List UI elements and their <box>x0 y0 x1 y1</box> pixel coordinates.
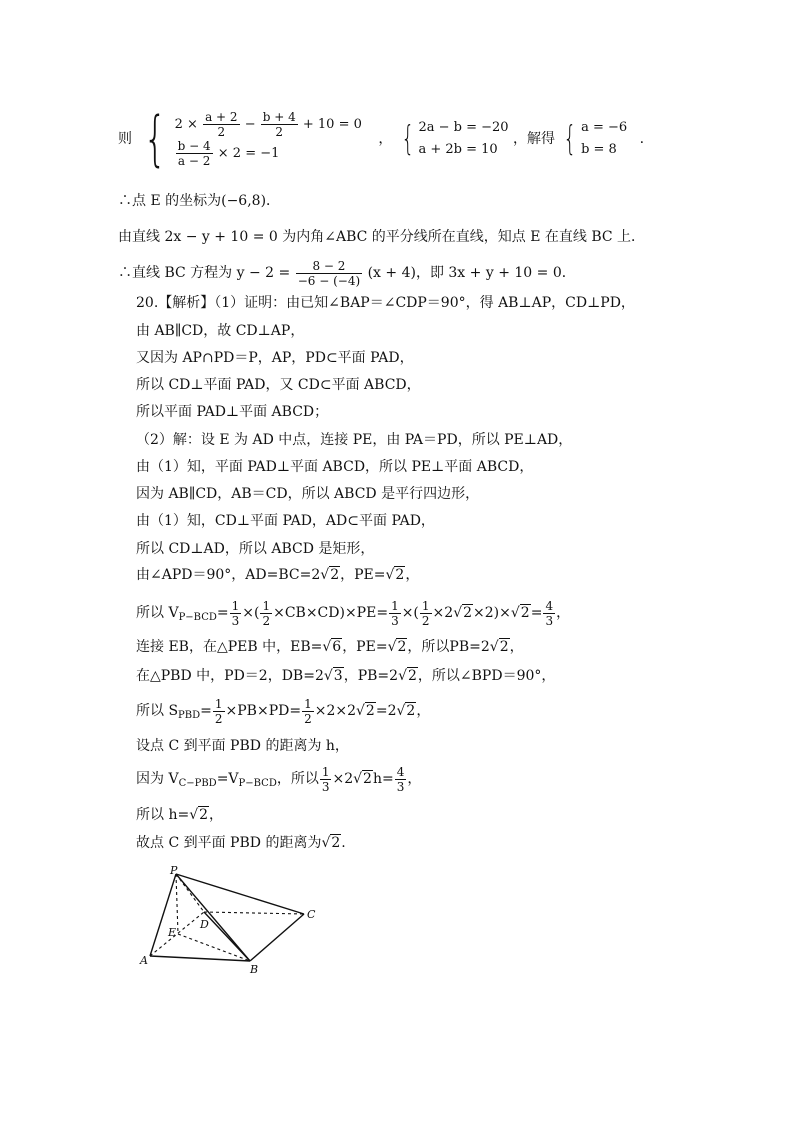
text-line-p31: 所以 $V_{P-BCD}=$ $\frac{1}{3}$ ×( $\frac{1}{2}$ ×CB×CD)×PE= $\frac{1}{3}$ ×( $\frac{1}{2}$ ×2√2×2)×√2= $\frac{4}{3}$ ， <box>136 598 571 628</box>
problem-20-heading: 20.【解析】（1）证明：由已知∠BAP＝∠CDP＝90°，得 AB⊥AP，CD⊥PD， <box>136 295 635 311</box>
label-P: P <box>170 866 178 877</box>
label-D: D <box>200 918 209 931</box>
edge-PE <box>176 874 178 934</box>
text-line-p23: 所以 CD⊥平面 PAD，又 CD⊂平面 ABCD， <box>136 377 421 393</box>
system3-row2: b = 8 <box>581 142 617 157</box>
edge-DB <box>204 912 250 961</box>
text-line-1: ∴点 E 的坐标为(−6,8)． <box>118 193 281 209</box>
equation-system-3: { a = −6 b = 8 <box>563 119 628 159</box>
text-line-p37: 所以 h=√2， <box>136 807 224 823</box>
text-line-p25: （2）解：设 E 为 AD 中点，连接 PE，由 PA＝PD，所以 PE⊥AD， <box>136 432 573 448</box>
text-line-p27: 因为 AB∥CD，AB＝CD，所以 ABCD 是平行四边形， <box>136 486 480 502</box>
text-line-p28: 由（1）知，CD⊥平面 PAD，AD⊂平面 PAD， <box>136 513 435 529</box>
equation-system-2: { 2a − b = −20 a + 2b = 10 <box>401 119 509 159</box>
edge-PA <box>150 874 176 956</box>
text-line-3: ∴直线 BC 方程为 y − 2 = $\frac{8 - 2}{-6 - (-4)}$ (x + 4)，即 3x + y + 10 = 0． <box>118 258 576 288</box>
edge-PB <box>176 874 250 961</box>
edge-PD <box>176 874 204 912</box>
label-A: A <box>140 954 148 967</box>
text-line-p24: 所以平面 PAD⊥平面 ABCD； <box>136 404 329 420</box>
edge-BC <box>250 914 304 961</box>
text-line-p30: 由∠APD＝90°，AD=BC=2√2，PE=√2， <box>136 567 420 583</box>
text-line-p21: 由 AB∥CD，故 CD⊥AP， <box>136 323 305 339</box>
text-line-p35: 设点 C 到平面 PBD 的距离为 h， <box>136 738 349 754</box>
system2-row1: 2a − b = −20 <box>418 120 509 135</box>
system1-row1: 2 × $\frac{a + 2}{2}$ − $\frac{b + 4}{2}$ + 10 = 0 <box>174 110 362 139</box>
text-line-p22: 又因为 AP∩PD＝P，AP，PD⊂平面 PAD， <box>136 350 414 366</box>
text-line-p29: 所以 CD⊥AD，所以 ABCD 是矩形， <box>136 541 375 557</box>
label-B: B <box>250 963 259 976</box>
edge-DC <box>204 912 304 914</box>
equation-system-1: { 2 × $\frac{a + 2}{2}$ − $\frac{b + 4}{2}$ + 10 = 0 $\frac{b - 4}{a - 2}$ × 2 = −1 <box>144 104 362 174</box>
pyramid-diagram <box>138 866 328 978</box>
system2-row2: a + 2b = 10 <box>418 142 498 157</box>
system1-row2: $\frac{b - 4}{a - 2}$ × 2 = −1 <box>177 139 280 168</box>
text-line-p26: 由（1）知，平面 PAD⊥平面 ABCD，所以 PE⊥平面 ABCD， <box>136 459 534 475</box>
intro-prefix: 则 <box>118 131 132 147</box>
text-line-p34: 所以 $S_{PBD}=$ $\frac{1}{2}$ ×PB×PD= $\frac{1}{2}$ ×2×2√2=2√2， <box>136 696 431 726</box>
edge-PC <box>176 874 304 914</box>
edge-AB <box>150 956 250 961</box>
text-line-p36: 因为 $V_{C-PBD}=V_{P-BCD}$，所以 $\frac{1}{3}$ ×2√2h= $\frac{4}{3}$ ， <box>136 764 422 794</box>
text-line-p32: 连接 EB，在△PEB 中，EB=√6，PE=√2，所以PB=2√2， <box>136 639 524 655</box>
text-line-p38: 故点 C 到平面 PBD 的距离为√2. <box>136 835 346 851</box>
intro-system-line: 则 { 2 × $\frac{a + 2}{2}$ − $\frac{b + 4}{2}$ + 10 = 0 $\frac{b - 4}{a - 2}$ × 2 = −1 ， { 2a − b = −20 a + 2b = 10 ，解得 { a = −6 b = 8 . <box>118 104 645 174</box>
system3-row1: a = −6 <box>581 120 628 135</box>
text-line-p33: 在△PBD 中，PD＝2，DB=2√3，PB=2√2，所以∠BPD＝90°， <box>136 668 556 684</box>
label-E: E <box>168 926 177 939</box>
label-C: C <box>307 908 316 921</box>
text-line-2: 由直线 2x − y + 10 = 0 为内角∠ABC 的平分线所在直线，知点 E 在直线 BC 上． <box>118 229 646 245</box>
